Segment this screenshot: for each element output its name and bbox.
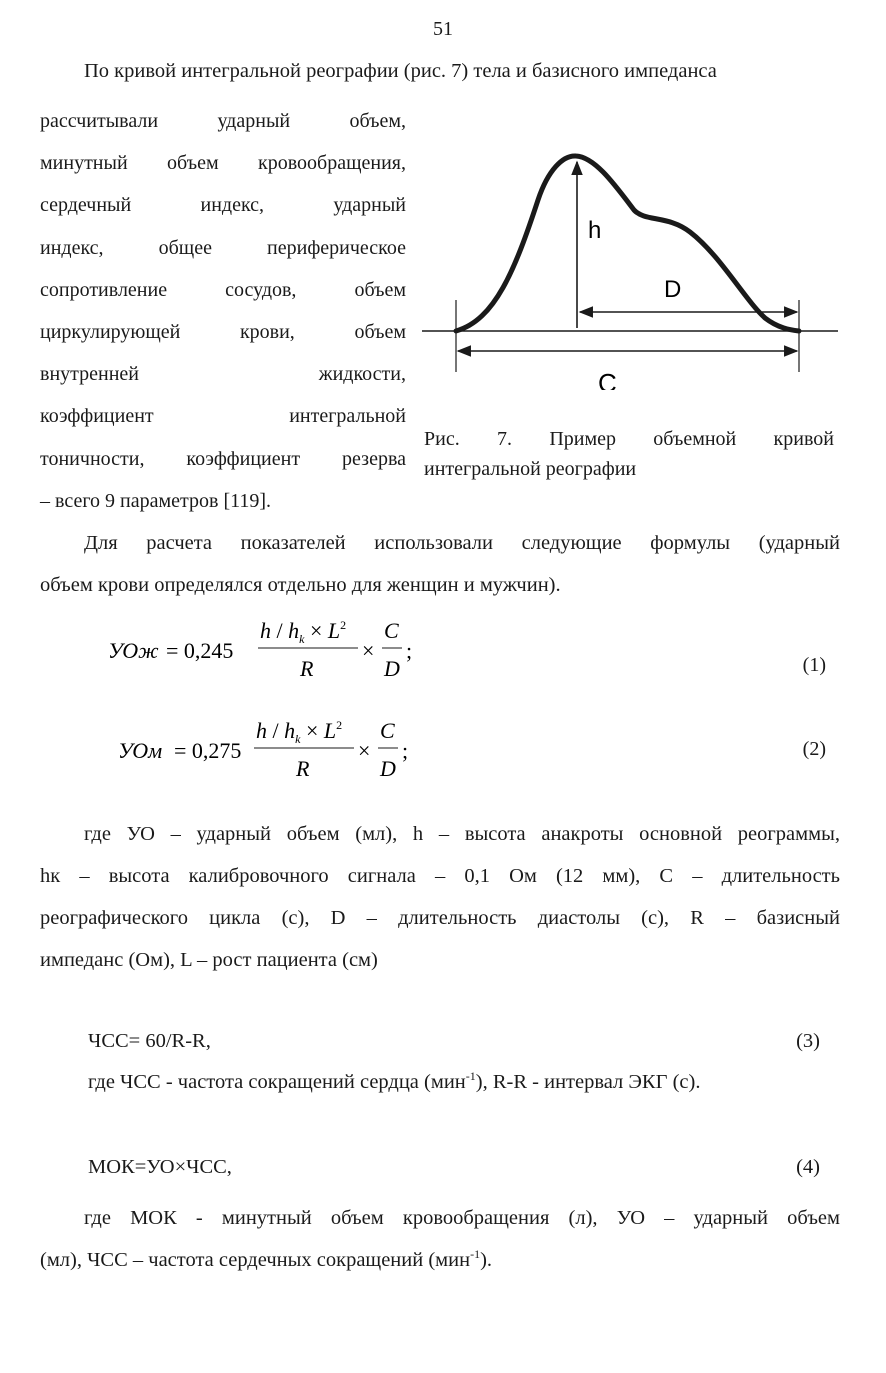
formula-d: D	[384, 656, 400, 681]
formula-numerator: $h / h_k \times L^2$	[256, 718, 343, 746]
formula-d: D	[380, 756, 396, 781]
formula-times: ×	[362, 638, 375, 663]
note-text: ), R-R - интервал ЭКГ (с).	[475, 1071, 701, 1093]
label-h: h	[588, 217, 602, 244]
rheogram-curve	[456, 156, 799, 331]
page-number: 51	[433, 18, 453, 40]
figure-rheogram	[420, 140, 840, 390]
formula-1-expression	[100, 612, 460, 692]
figure-caption	[424, 424, 834, 484]
equation-number: (4)	[796, 1156, 820, 1178]
paragraph-mok-definition	[40, 1197, 840, 1281]
paragraph-definitions	[40, 813, 840, 981]
text-line: где МОК - минутный объем кровообращения (л), УО – ударный объем	[84, 1207, 840, 1229]
superscript: -1	[470, 1247, 481, 1261]
equation-3-note	[88, 1071, 700, 1094]
formula-2	[0, 712, 886, 792]
paragraph-formulas-intro	[40, 522, 840, 606]
formula-coefficient: = 0,275	[174, 738, 242, 763]
text-line: где УО – ударный объем (мл), h – высота анакроты основной реограммы,	[84, 823, 840, 845]
text-line: импеданс (Ом), L – рост пациента (см)	[40, 949, 378, 971]
equation-text: ЧСС= 60/R-R,	[88, 1030, 211, 1052]
formula-lhs: УОж	[108, 638, 159, 663]
formula-c: C	[384, 618, 399, 643]
superscript: -1	[465, 1069, 476, 1083]
formula-2-expression	[100, 712, 460, 792]
text-line: объем крови определялся отдельно для женщин и мужчин).	[40, 574, 561, 596]
text-line: индекс, общее периферическое	[40, 236, 406, 259]
text-line: внутренней жидкости,	[40, 363, 406, 386]
formula-number: (2)	[802, 738, 826, 760]
formula-denominator: R	[300, 656, 314, 681]
formula-end: ;	[406, 638, 413, 663]
label-c: C	[598, 368, 617, 390]
formula-number: (1)	[802, 654, 826, 676]
text-line: тоничности, коэффициент резерва	[40, 447, 406, 470]
paragraph-intro-wrapped	[40, 100, 406, 522]
formula-end: ;	[402, 738, 409, 763]
text-line: минутный объем кровообращения,	[40, 152, 406, 175]
formula-times: ×	[358, 738, 371, 763]
formula-numerator: $h / h_k \times L^2$	[260, 618, 347, 646]
formula-1	[0, 612, 886, 692]
text-line: hк – высота калибровочного сигнала – 0,1 Ом (12 мм), С – длительность	[40, 865, 840, 887]
text-line: рассчитывали ударный объем,	[40, 110, 406, 132]
text-line: сопротивление сосудов, объем	[40, 278, 406, 301]
text-line: (мл), ЧСС – частота сердечных сокращений (мин$^{-1}$).	[40, 1247, 493, 1271]
formula-c: C	[380, 718, 395, 743]
paragraph-intro-first-line: По кривой интегральной реографии (рис. 7) тела и базисного импеданса	[84, 60, 717, 82]
text-line: Для расчета показателей использовали следующие формулы (ударный	[84, 532, 840, 554]
text-line: циркулирующей крови, объем	[40, 321, 406, 344]
label-d: D	[664, 276, 682, 303]
formula-coefficient: = 0,245	[166, 638, 234, 663]
equation-text: МОК=УО×ЧСС,	[88, 1156, 232, 1178]
rheogram-diagram	[420, 140, 840, 390]
text-line: коэффициент интегральной	[40, 405, 406, 428]
note-text: где ЧСС - частота сокращений сердца (мин	[88, 1071, 466, 1093]
formula-denominator: R	[296, 756, 310, 781]
formula-lhs: УОм	[118, 738, 163, 763]
caption-line: Рис. 7. Пример объемной кривой	[424, 428, 834, 450]
text-line: реографического цикла (с), D – длительность диастолы (с), R – базисный	[40, 907, 840, 929]
equation-number: (3)	[796, 1030, 820, 1052]
text-line: сердечный индекс, ударный	[40, 194, 406, 217]
text-line: – всего 9 параметров [119].	[40, 489, 272, 512]
caption-line: интегральной реографии	[424, 458, 637, 480]
